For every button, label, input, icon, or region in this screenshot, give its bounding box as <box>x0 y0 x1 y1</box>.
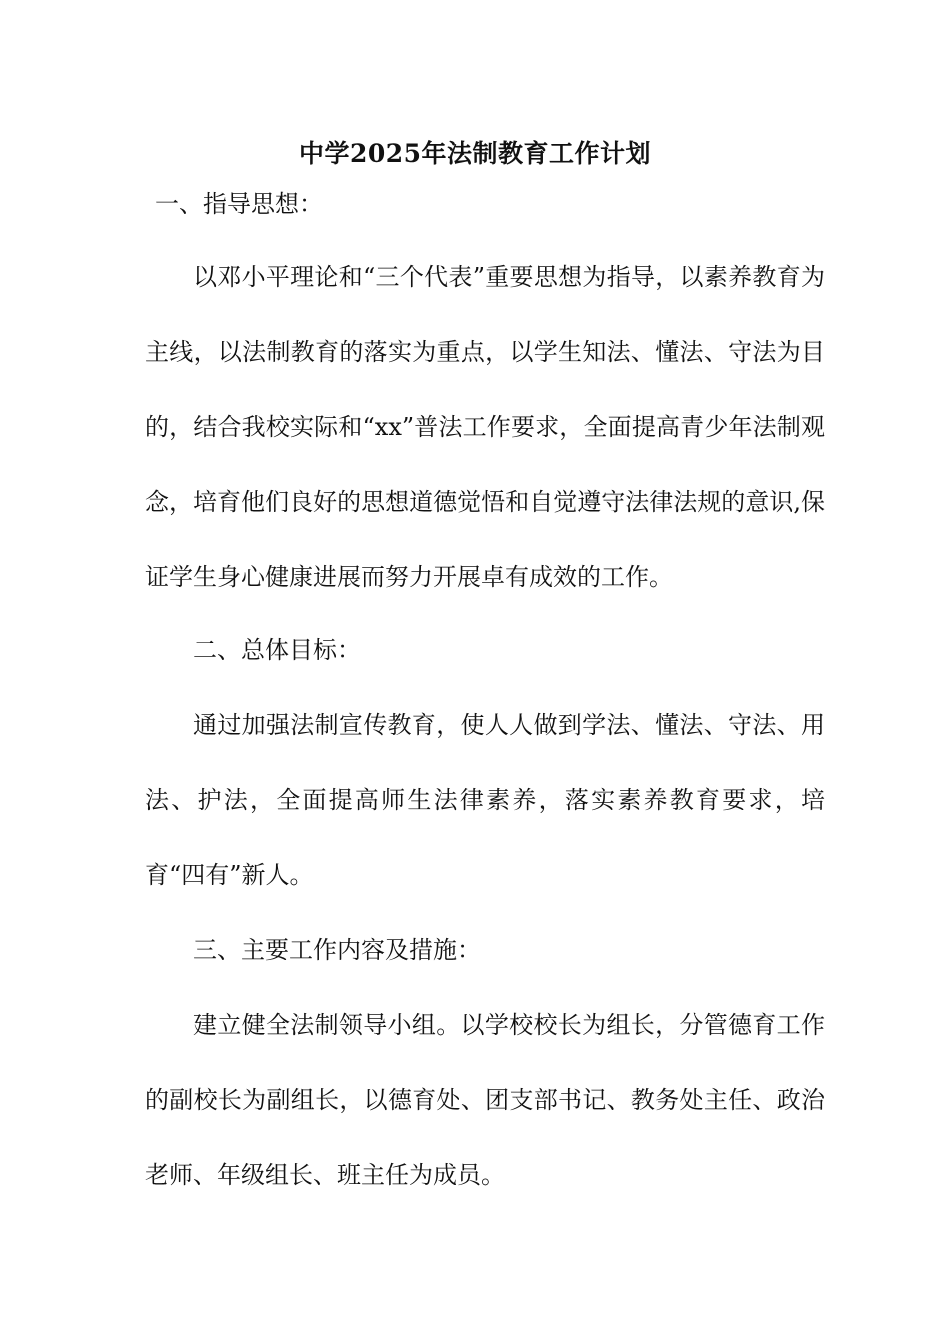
paragraph-guiding-ideology: 以邓小平理论和“三个代表”重要思想为指导，以素养教育为主线，以法制教育的落实为重点，以学生知法、懂法、守法为目的，结合我校实际和“xx”普法工作要求，全面提高青少年法制观念，培育他们良好的思想道德觉悟和自觉遵守法律法规的意识,保证学生身心健康进展而努力开展卓有成效的工作。 <box>145 263 825 591</box>
paragraph-overall-goal: 通过加强法制宣传教育，使人人做到学法、懂法、守法、用法、护法，全面提高师生法律素养，落实素养教育要求，培育“四有”新人。 <box>145 711 825 889</box>
document-title: 中学2025年法制教育工作计划 <box>298 139 652 168</box>
section-heading-guiding-ideology: 一、指导思想： <box>155 190 323 218</box>
section-heading-overall-goal: 二、总体目标： <box>193 636 361 664</box>
paragraph-main-work: 建立健全法制领导小组。以学校校长为组长，分管德育工作的副校长为副组长，以德育处、团支部书记、教务处主任、政治老师、年级组长、班主任为成员。 <box>145 1011 825 1189</box>
section-heading-main-work: 三、主要工作内容及措施： <box>193 936 481 964</box>
